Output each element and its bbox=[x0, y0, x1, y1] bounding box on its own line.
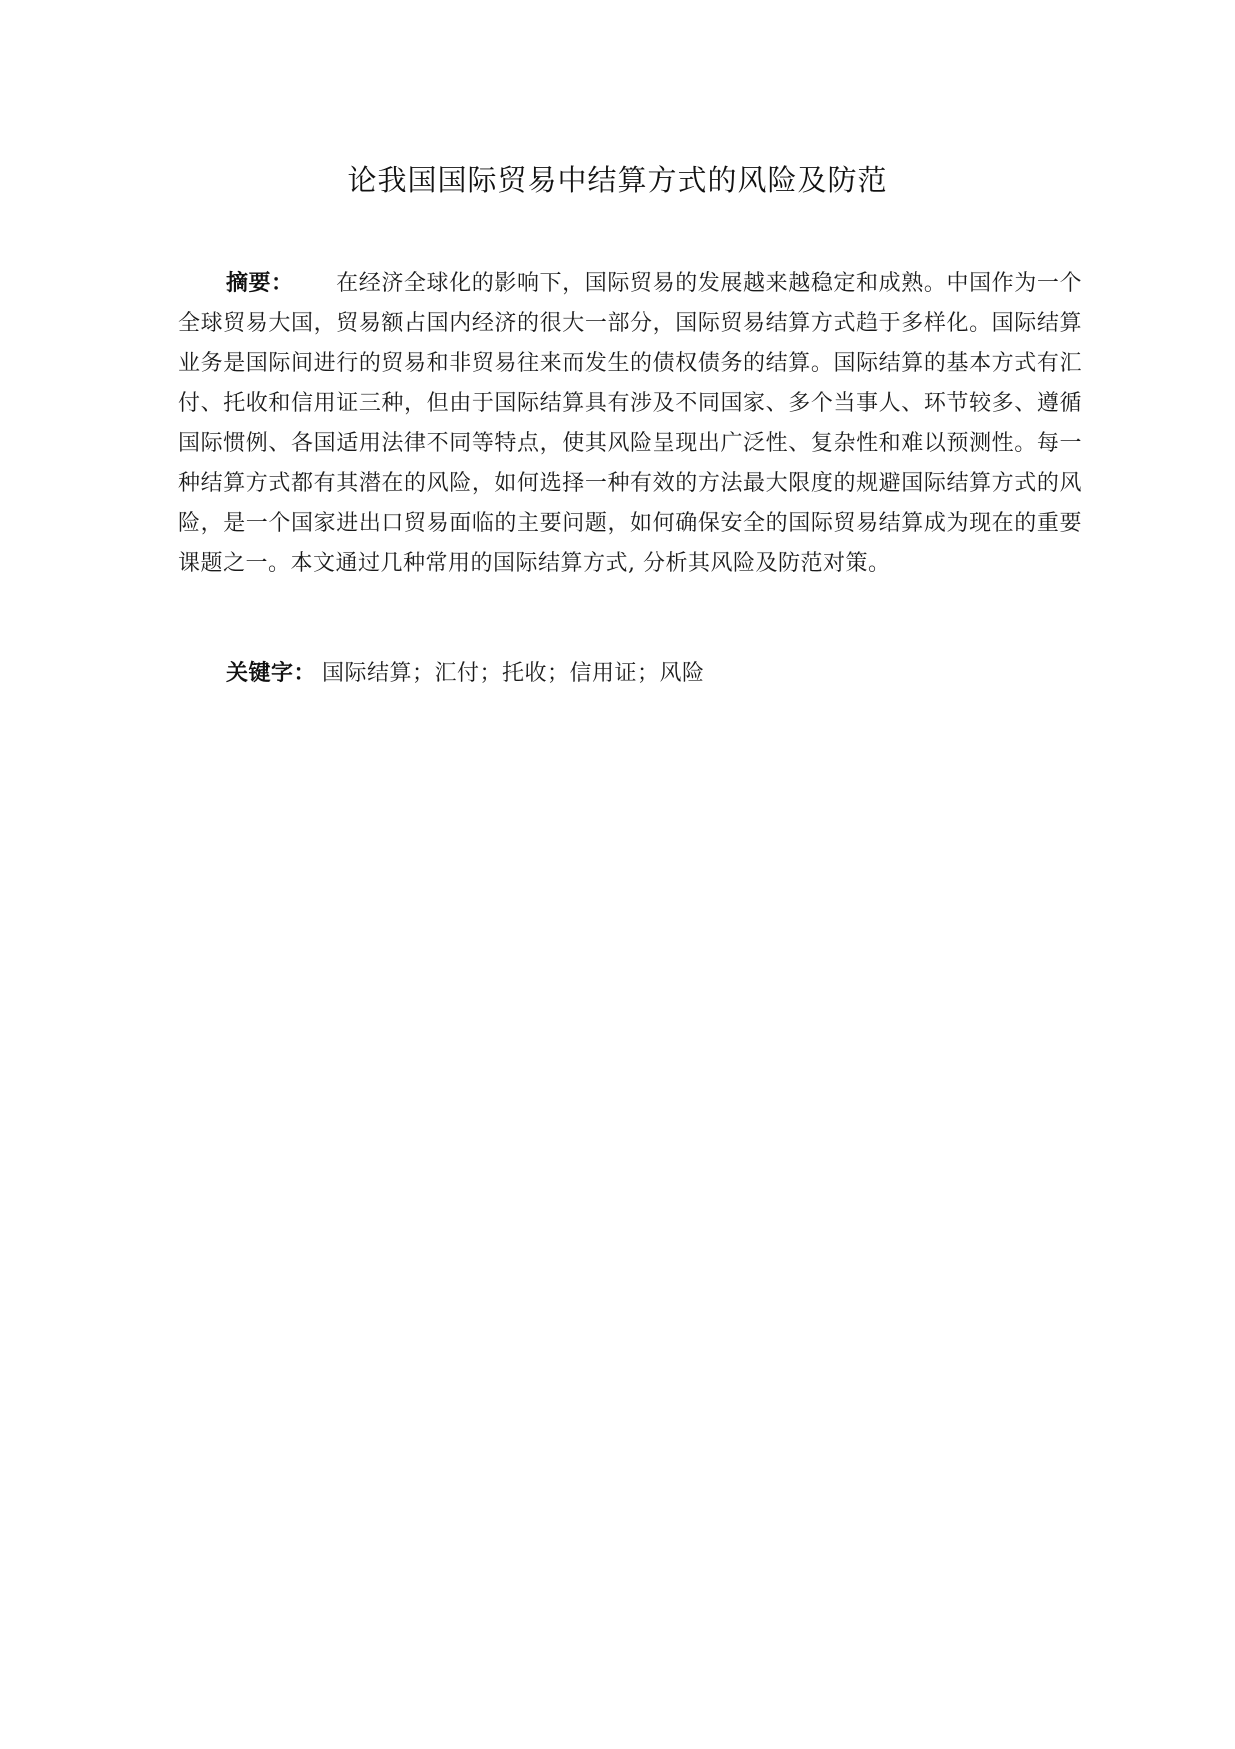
keywords-line bbox=[226, 654, 705, 694]
abstract-label-wrap bbox=[226, 264, 336, 304]
abstract-paragraph bbox=[178, 264, 1082, 584]
document-title: 论我国国际贸易中结算方式的风险及防范 bbox=[347, 163, 888, 197]
abstract-label: 摘要： bbox=[226, 271, 294, 296]
keywords-text: 国际结算；汇付；托收；信用证；风险 bbox=[322, 661, 705, 686]
keywords-label: 关键字： bbox=[226, 661, 317, 686]
abstract-text: 在经济全球化的影响下，国际贸易的发展越来越稳定和成熟。中国作为一个全球贸易大国，贸易额占国内经济的很大一部分，国际贸易结算方式趋于多样化。国际结算业务是国际间进行的贸易和非贸易往来而发生的债权债务的结算。国际结算的基本方式有汇付、托收和信用证三种，但由于国际结算具有涉及不同国家、多个当事人、环节较多、遵循国际惯例、各国适用法律不同等特点，使其风险呈现出广泛性、复杂性和难以预测性。每一种结算方式都有其潜在的风险，如何选择一种有效的方法最大限度的规避国际结算方式的风险，是一个国家进出口贸易面临的主要问题，如何确保安全的国际贸易结算成为现在的重要课题之一。本文通过几种常用的国际结算方式, 分析其风险及防范对策。 bbox=[178, 271, 1082, 576]
